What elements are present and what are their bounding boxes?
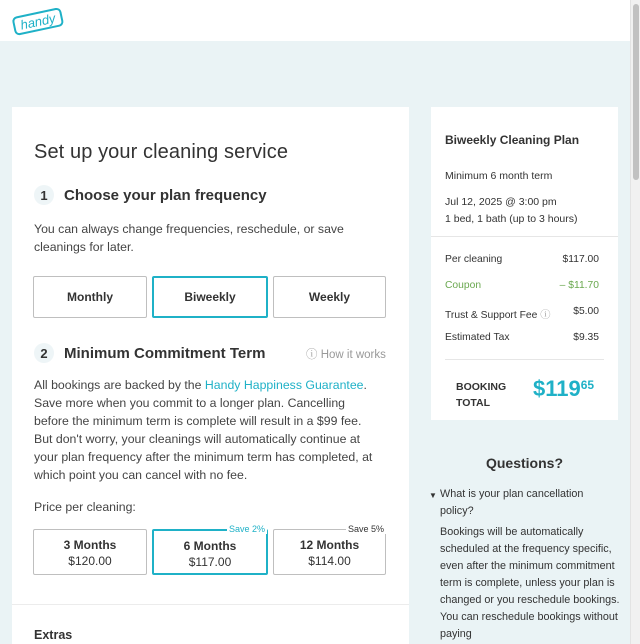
setup-card xyxy=(12,107,409,644)
step-2-title: Minimum Commitment Term xyxy=(64,344,266,362)
question-circle-icon: ⓘ xyxy=(306,349,318,361)
section-divider xyxy=(12,604,409,605)
row-value: – $11.70 xyxy=(559,280,599,291)
term-label: 6 Months xyxy=(183,539,237,553)
term-price: $120.00 xyxy=(68,554,112,568)
term-12-months-button[interactable] xyxy=(273,529,386,575)
step-1-header xyxy=(34,185,267,205)
row-label: Estimated Tax xyxy=(445,332,510,343)
price-per-cleaning-label: Price per cleaning: xyxy=(34,500,136,514)
booking-summary-card xyxy=(431,107,618,420)
term-price: $114.00 xyxy=(308,554,351,568)
term-label: 12 Months xyxy=(299,538,360,552)
row-label: Coupon xyxy=(445,280,482,291)
commitment-text-end: . Save more when you commit to a longer plan. Cancelling before the minimum term is complete will result in a $99 fee. But don't worry, your cleanings will automatically continue at your plan frequency after the minimum term has completed, at which point you can cancel with no fee. xyxy=(34,378,373,482)
total-label-line-2: TOTAL xyxy=(456,397,491,409)
plan-title: Biweekly Cleaning Plan xyxy=(445,133,580,147)
save-badge-12-months: Save 5% xyxy=(348,524,385,534)
step-1-title: Choose your plan frequency xyxy=(64,186,267,204)
row-value: $117.00 xyxy=(562,254,599,265)
faq-question: What is your plan cancellation policy? xyxy=(440,488,584,517)
row-value: $9.35 xyxy=(573,332,599,343)
row-value: $5.00 xyxy=(573,306,599,317)
page-scrollbar[interactable] xyxy=(630,0,640,644)
per-cleaning-row xyxy=(445,254,599,265)
step-number-2: 2 xyxy=(34,343,54,363)
booking-total-amount xyxy=(533,376,594,402)
how-it-works-link[interactable] xyxy=(306,346,386,362)
booking-total-label xyxy=(456,379,506,411)
faq-question-toggle[interactable] xyxy=(429,486,620,520)
term-3-months-button[interactable] xyxy=(33,529,147,575)
frequency-description: You can always change frequencies, reschedule, or save cleanings for later. xyxy=(34,222,344,254)
trust-fee-row xyxy=(445,306,599,321)
extras-heading: Extras xyxy=(34,628,73,642)
commitment-text-start: All bookings are backed by the xyxy=(34,378,205,392)
commitment-description xyxy=(34,376,379,484)
term-6-months-button[interactable] xyxy=(152,529,268,575)
booking-date: Jul 12, 2025 @ 3:00 pm xyxy=(445,196,557,208)
trust-fee-label-group xyxy=(445,306,551,321)
questions-heading: Questions? xyxy=(485,455,563,471)
step-number-1: 1 xyxy=(34,185,54,205)
caret-down-icon: ▼ xyxy=(429,491,437,500)
estimated-tax-row xyxy=(445,332,599,343)
summary-divider xyxy=(431,236,618,237)
frequency-biweekly-button[interactable]: Biweekly xyxy=(152,276,268,318)
term-label: 3 Months xyxy=(63,538,117,552)
step-2-header xyxy=(34,343,265,363)
total-divider xyxy=(445,359,604,360)
save-badge-6-months: Save 2% xyxy=(229,524,266,534)
how-it-works-label: How it works xyxy=(320,349,386,361)
page-title: Set up your cleaning service xyxy=(34,141,289,163)
booking-details: 1 bed, 1 bath (up to 3 hours) xyxy=(445,213,578,225)
total-label-line-1: BOOKING xyxy=(456,381,507,393)
coupon-row xyxy=(445,280,599,291)
top-header xyxy=(0,0,630,41)
frequency-weekly-button[interactable]: Weekly xyxy=(273,276,386,318)
happiness-guarantee-link[interactable]: Handy Happiness Guarantee xyxy=(204,378,364,392)
minimum-term: Minimum 6 month term xyxy=(445,170,553,182)
faq-answer: Bookings will be automatically scheduled at the frequency specific, even after the minimum commitment term is complete, unless your plan is changed or you reschedule bookings. You can reschedule bookings without paying xyxy=(440,526,620,640)
scrollbar-thumb[interactable] xyxy=(633,4,639,180)
row-label: Per cleaning xyxy=(445,254,503,265)
info-icon[interactable]: ⓘ xyxy=(540,310,551,321)
frequency-monthly-button[interactable]: Monthly xyxy=(33,276,147,318)
total-dollars: $119 xyxy=(533,376,581,401)
total-cents: 65 xyxy=(580,378,595,392)
term-price: $117.00 xyxy=(188,555,232,569)
row-label: Trust & Support Fee xyxy=(445,310,538,321)
handy-logo[interactable] xyxy=(12,6,64,38)
logo-text: handy xyxy=(19,10,57,33)
